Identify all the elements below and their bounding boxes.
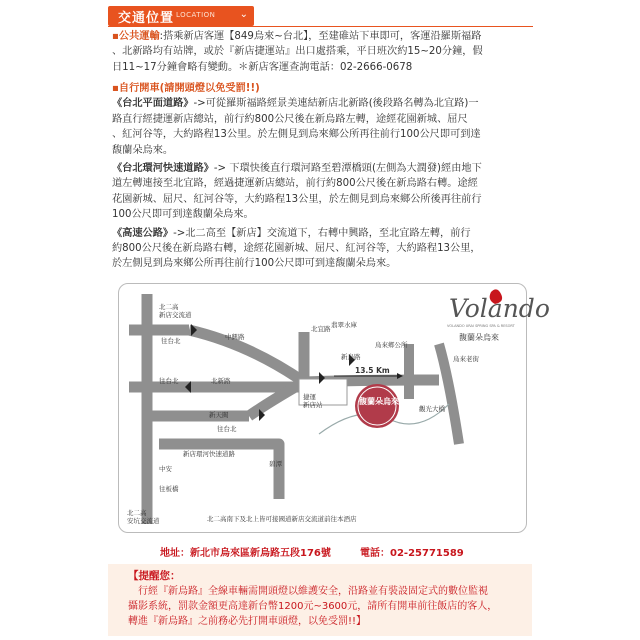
route-line: 、紅河谷等，大約路程13公里。於左側見到烏來鄉公所再往前行100公尺即可到達 — [112, 129, 481, 141]
brand-cn: 馥蘭朵烏來 — [459, 333, 499, 342]
section-subtitle: LOCATION — [176, 11, 216, 19]
route-line: 道左轉連接至北宜路，經過捷運新店總站，前行約800公尺後在新烏路右轉。途經 — [112, 178, 478, 190]
map-label: 新店站 — [303, 401, 323, 409]
map-label: 北新路 — [211, 377, 231, 385]
map-label: 往板橋 — [159, 485, 179, 493]
section-header — [108, 6, 254, 26]
warning-line: 行經『新烏路』全線車輛需開頭燈以維護安全，沿路並有裝設固定式的數位監視 — [138, 586, 488, 597]
bus-section — [112, 29, 532, 75]
map-label: 北宜路 — [311, 325, 331, 333]
route-line: 路直行經捷運新店總站，前行約800公尺後在新烏路左轉，途經花園新城、屈尺 — [112, 113, 468, 125]
route-block — [112, 96, 532, 158]
map-label: 往台北 — [161, 337, 181, 345]
route-line: 於左側見到烏來鄉公所再往前行100公尺即可到達馥蘭朵烏來。 — [112, 258, 397, 270]
map-label: 北二高 — [159, 303, 179, 311]
warning-title: 【提醒您： — [128, 570, 181, 582]
map-label: 往台北 — [159, 377, 179, 385]
map-label: 捷運 — [303, 393, 316, 401]
bus-line: :搭乘新店客運【849烏來~台北】，至建碓站下車即可，客運沿羅斯福路 — [159, 31, 482, 42]
route-line: ->可從羅斯福路經景美連結新店北新路(後段路名轉為北宜路)一 — [193, 98, 479, 110]
map-label: 烏來老街 — [453, 355, 479, 363]
location-map — [118, 283, 550, 533]
address: 地址：新北市烏來區新烏路五段176號 — [160, 548, 331, 559]
bus-line: 日11~17分鐘會略有變動。＊新店客運查詢電話：02-2666-0678 — [112, 61, 413, 73]
phone: 電話：02-25771589 — [360, 548, 464, 559]
map-footnote: 北二高南下及北上皆可接國道新店交流道前往本酒店 — [207, 515, 357, 523]
map-label: 安坑交流道 — [127, 517, 160, 525]
road-zhongxing — [189, 330, 304, 382]
map-label: 新天闕 — [209, 411, 229, 419]
route-line: 約800公尺後在新烏路右轉，途經花園新城、屈尺、紅河谷等，大約路程13公里， — [112, 243, 481, 255]
route-line: -> 下環快後直行環河路至碧潭橋頭(左側為大潤發)經由地下 — [213, 163, 482, 175]
warning-line: 攝影系統，罰款金額更高達新台幣1200元~3600元，請所有開車前往飯店的客人， — [128, 601, 498, 612]
route-block — [112, 226, 532, 272]
map-label: 中興路 — [225, 333, 245, 341]
map-label: 新店交流道 — [159, 311, 192, 319]
map-label: 碧潭 — [269, 460, 282, 468]
bus-line: 、北新路均有站牌，或於『新店捷運站』出口處搭乘，平日班次約15~20分鐘，假 — [112, 46, 483, 58]
map-label: 翡翠水庫 — [331, 321, 357, 329]
map-label: 烏來鄉公所 — [375, 341, 408, 349]
hotel-label: 馥蘭朵烏來 — [359, 397, 399, 406]
drive-label: 自行開車(請開頭燈以免受罰!!) — [118, 83, 260, 94]
brand-logo: Volando — [449, 294, 550, 323]
route-name: 《台北環河快速道路》 — [112, 163, 214, 175]
map-label: 北二高 — [127, 509, 147, 517]
route-line: ->北二高至【新店】交流道下，右轉中興路，至北宜路左轉，前行 — [173, 227, 471, 239]
warning-line: 轉進『新烏路』之前務必先打開車頭燈，以免受罰!!】 — [128, 616, 367, 627]
map-label: 中安 — [159, 465, 172, 473]
map-label: 觀光大橋 — [419, 405, 445, 413]
distance-label: 13.5 Km — [355, 366, 390, 375]
bullet-icon: ▪ — [112, 31, 119, 42]
route-line: 馥蘭朵烏來。 — [112, 144, 174, 156]
section-title: 交通位置 — [118, 11, 175, 26]
map-label: 新店環河快速道路 — [183, 450, 235, 458]
route-name: 《高速公路》 — [112, 227, 174, 239]
map-label: 往台北 — [217, 425, 237, 433]
route-block — [112, 161, 532, 223]
bullet-icon: ▪ — [112, 83, 119, 94]
drive-section — [112, 81, 532, 272]
map-label: 新烏路 — [341, 353, 361, 361]
brand-subtext: VOLANDO URAI SPRING SPA & RESORT — [447, 324, 515, 328]
bus-label: 公共運輸 — [118, 31, 160, 42]
warning-text — [128, 584, 526, 629]
route-line: 100公尺即可到達馥蘭朵烏來。 — [112, 209, 254, 221]
route-line: 花園新城、屈尺、紅河谷等，大約路程13公里，於左側見到烏來鄉公所後再往前行 — [112, 193, 482, 205]
chevron-down-icon: ⌄ — [239, 9, 248, 20]
header-divider — [108, 26, 533, 27]
route-name: 《台北平面道路》 — [112, 98, 194, 110]
